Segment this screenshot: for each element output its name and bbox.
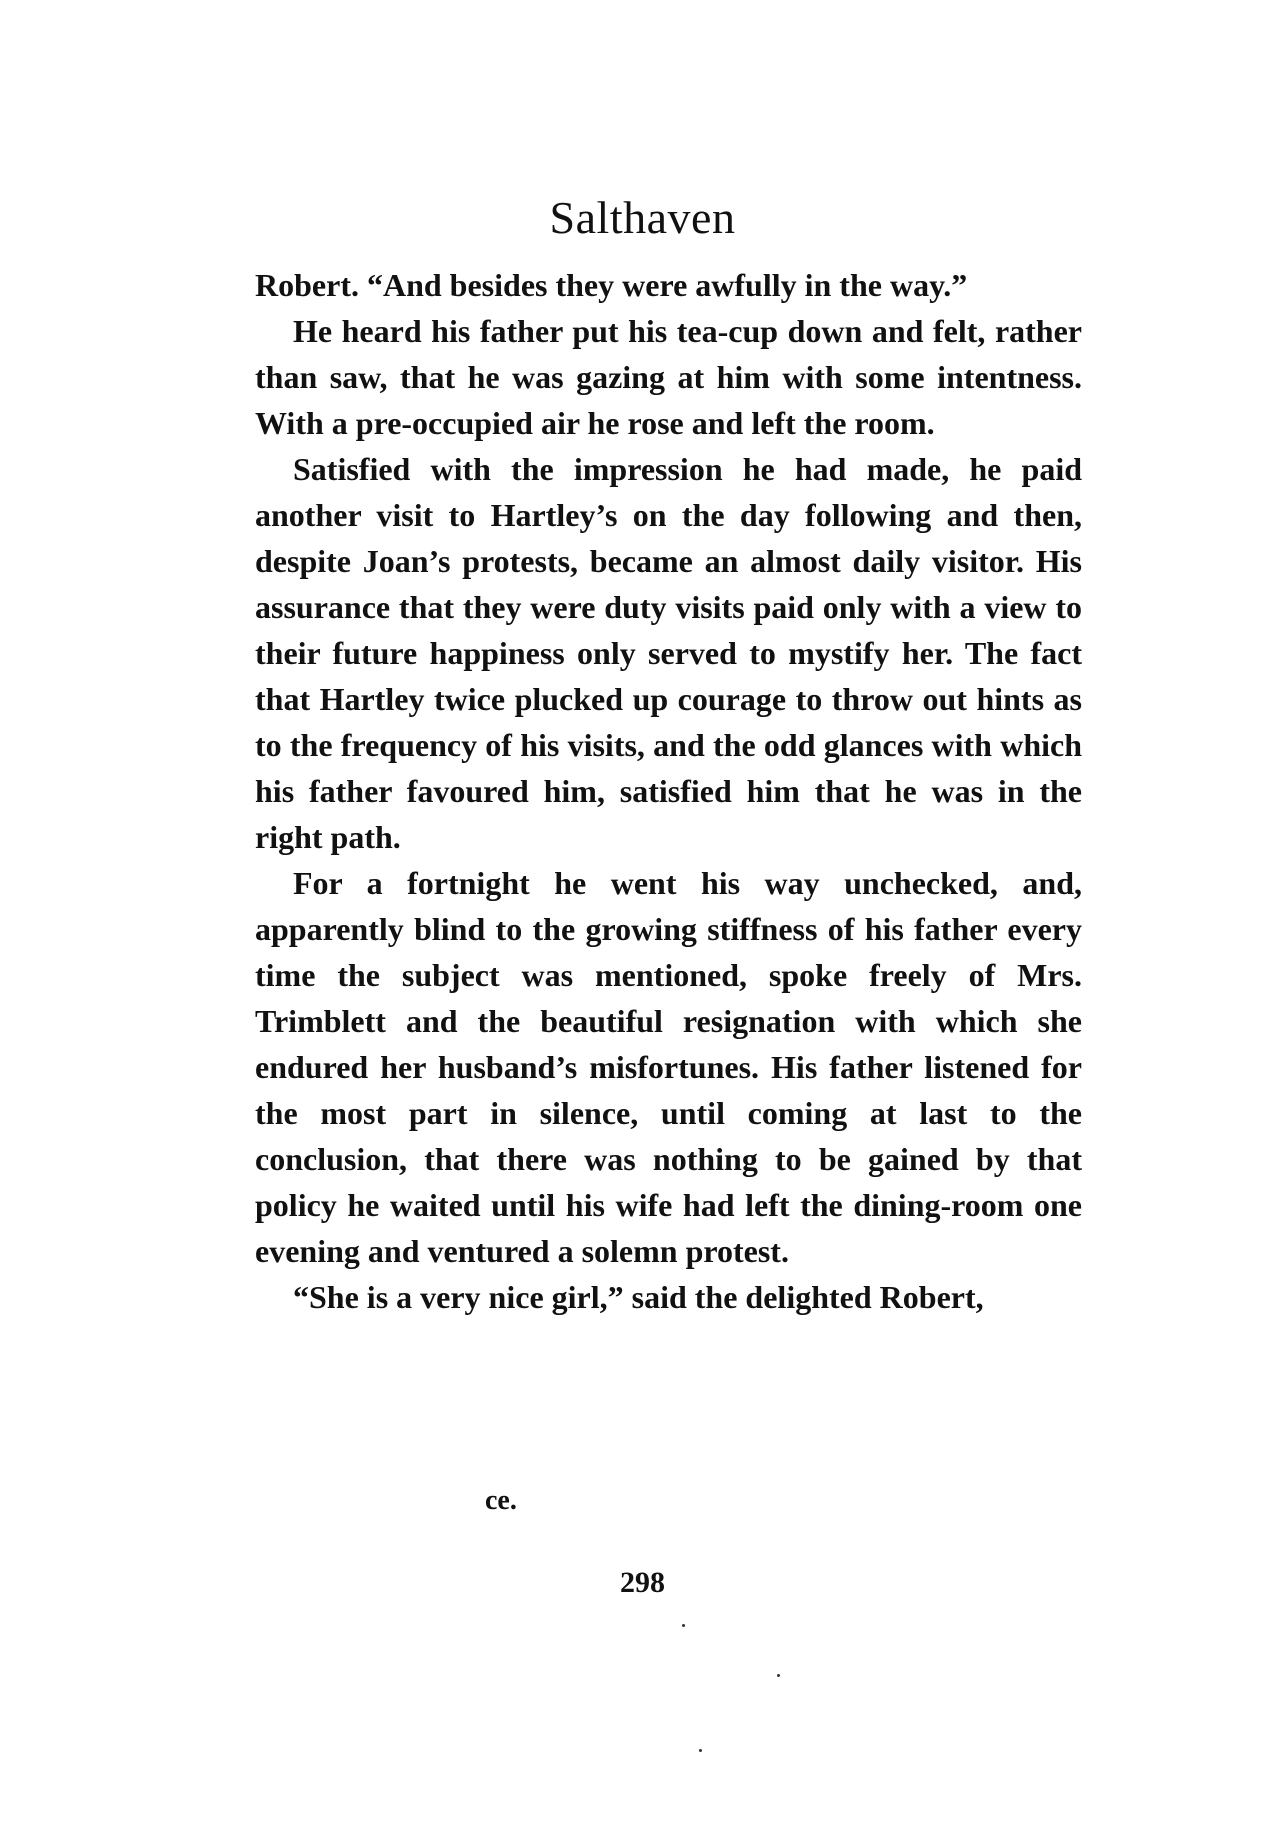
paragraph: “She is a very nice girl,” said the delighted Robert,: [293, 1279, 984, 1315]
running-head: Salthaven: [549, 192, 736, 243]
body-text: [255, 262, 1082, 1320]
paragraph: Robert. “And besides they were awfully in the way.”: [255, 267, 968, 303]
print-speck: [699, 1749, 702, 1752]
page-number: 298: [620, 1566, 665, 1599]
print-speck: [682, 1624, 685, 1627]
print-speck: [777, 1674, 780, 1677]
paragraph: For a fortnight he went his way unchecked, and, apparently blind to the growing stiffness of his father every time the subject was mentioned, spoke freely of Mrs. Trimblett and the beautiful resignation with which she endured her husband’s misfortunes. His father listened for the most part in silence, until coming at last to the conclusion, that there was nothing to be gained by that policy he waited until his wife had left the dining-room one evening and ventured a solemn protest.: [255, 865, 1082, 1269]
paragraph: Satisfied with the impression he had made, he paid another visit to Hartley’s on the day following and then, despite Joan’s protests, became an almost daily visitor. His assurance that they were duty visits paid only with a view to their future happiness only served to mystify her. The fact that Hartley twice plucked up courage to throw out hints as to the frequency of his visits, and the odd glances with which his father favoured him, satisfied him that he was in the right path.: [255, 451, 1082, 855]
paragraph: He heard his father put his tea-cup down and felt, rather than saw, that he was gazing at him with some intentness. With a pre-occupied air he rose and left the room.: [255, 313, 1082, 441]
signature-mark: ce.: [485, 1485, 517, 1516]
